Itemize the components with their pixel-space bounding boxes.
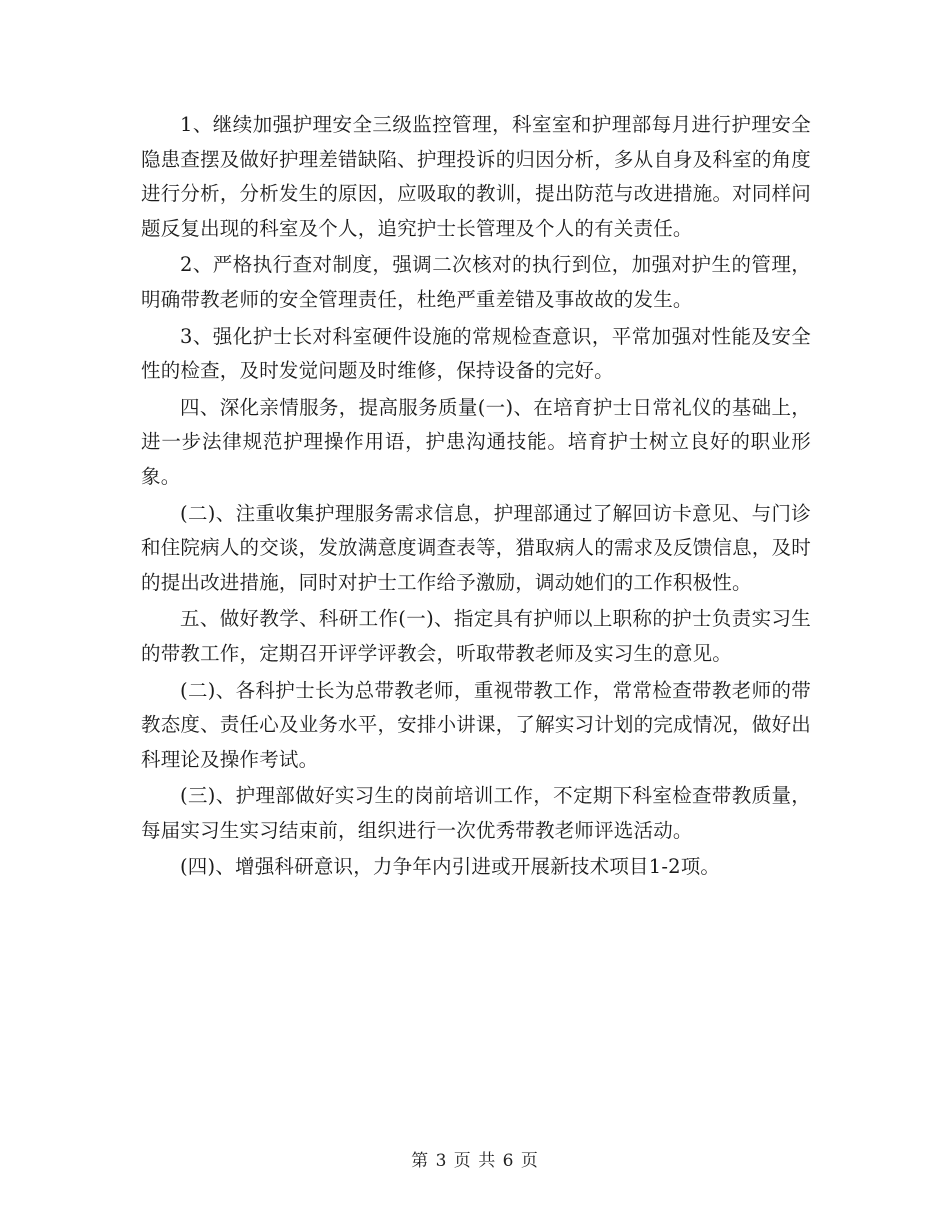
paragraph: 四、深化亲情服务，提高服务质量(一)、在培育护士日常礼仪的基础上，进一步法律规范护理操作用语，护患沟通技能。培育护士树立良好的职业形象。 bbox=[141, 395, 811, 488]
paragraph: 3、强化护士长对科室硬件设施的常规检查意识，平常加强对性能及安全性的检查，及时发觉问题及时维修，保持设备的完好。 bbox=[141, 324, 811, 383]
paragraph: 五、做好教学、科研工作(一)、指定具有护师以上职称的护士负责实习生的带教工作，定期召开评学评教会，听取带教老师及实习生的意见。 bbox=[141, 607, 811, 665]
paragraph: (三)、护理部做好实习生的岗前培训工作，不定期下科室检查带教质量，每届实习生实习结束前，组织进行一次优秀带教老师评选活动。 bbox=[141, 784, 811, 842]
paragraph: 1、继续加强护理安全三级监控管理，科室室和护理部每月进行护理安全隐患查摆及做好护理差错缺陷、护理投诉的归因分析，多从自身及科室的角度进行分析，分析发生的原因，应吸取的教训，提出防范与改进措施。对同样问题反复出现的科室及个人，追究护士长管理及个人的有关责任。 bbox=[141, 113, 811, 240]
paragraph: (二)、各科护士长为总带教老师，重视带教工作，常常检查带教老师的带教态度、责任心及业务水平，安排小讲课，了解实习计划的完成情况，做好出科理论及操作考试。 bbox=[141, 678, 811, 771]
document-body bbox=[141, 108, 811, 887]
paragraph: (四)、增强科研意识，力争年内引进或开展新技术项目1-2项。 bbox=[180, 855, 721, 879]
paragraph: 2、严格执行查对制度，强调二次核对的执行到位，加强对护生的管理，明确带教老师的安全管理责任，杜绝严重差错及事故故的发生。 bbox=[141, 253, 811, 311]
paragraph: (二)、注重收集护理服务需求信息，护理部通过了解回访卡意见、与门诊和住院病人的交谈，发放满意度调查表等，猎取病人的需求及反馈信息，及时的提出改进措施，同时对护士工作给予激励，调动她们的工作积极性。 bbox=[141, 501, 811, 594]
page-footer: 第 3 页 共 6 页 bbox=[411, 1151, 539, 1171]
